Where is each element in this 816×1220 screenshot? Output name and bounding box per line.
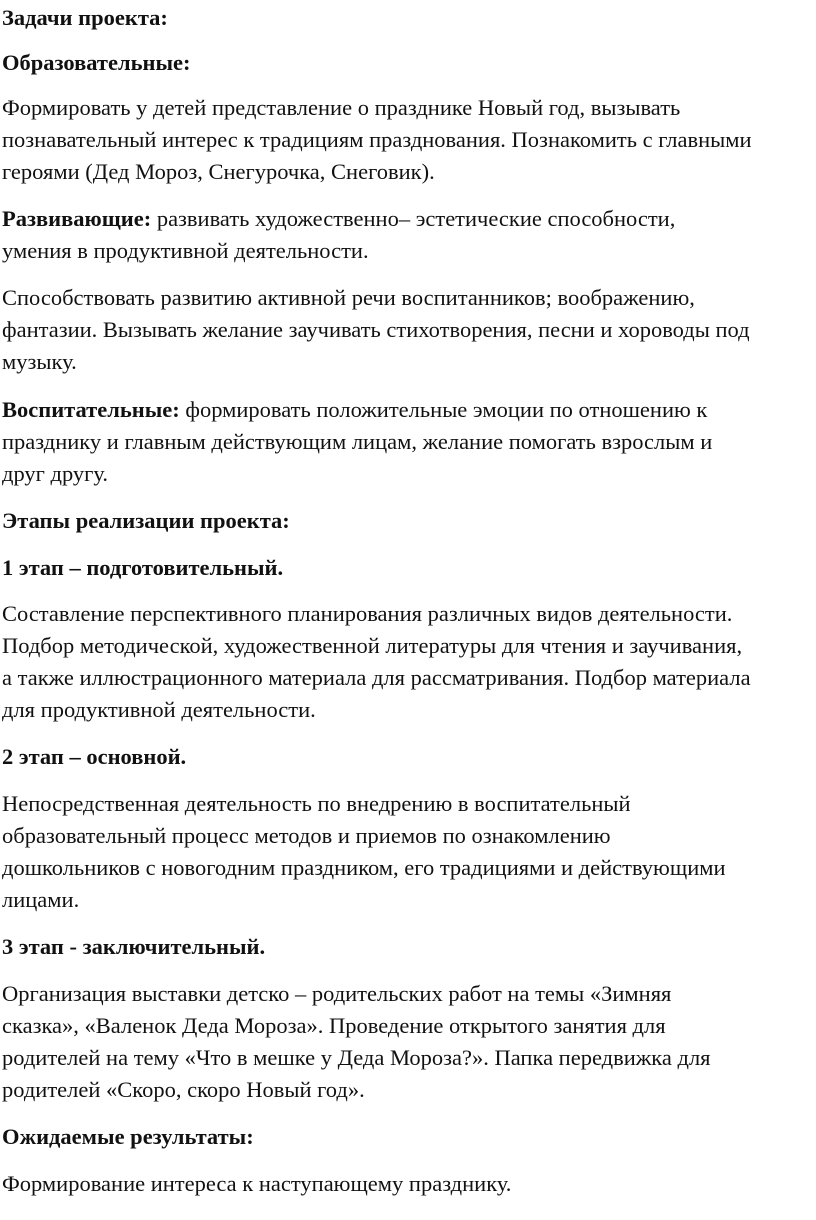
heading-stage-1: 1 этап – подготовительный. [2,555,284,580]
text-line: дошкольников с новогодним праздником, его традициями и действующими [2,855,726,880]
text-line: родителей на тему «Что в мешке у Деда Мороза?». Папка передвижка для [2,1045,711,1070]
text-line: Способствовать развитию активной речи воспитанников; воображению, [2,285,695,310]
text-line: Формировать у детей представление о празднике Новый год, вызывать [2,95,681,120]
text-line: героями (Дед Мороз, Снегурочка, Снеговик). [2,159,435,184]
paragraph-developing: Развивающие: развивать художественно– эстетические способности, [2,206,676,231]
heading-project-tasks: Задачи проекта: [2,5,168,30]
text-line: познавательный интерес к традициям празднования. Познакомить с главными [2,127,752,152]
text-line: Формирование интереса к наступающему празднику. [2,1171,512,1196]
text-line: друг другу. [2,461,109,486]
text-line: фантазии. Вызывать желание заучивать стихотворения, песни и хороводы под [2,317,750,342]
text-line: Составление перспективного планирования различных видов деятельности. [2,601,733,626]
heading-expected-results: Ожидаемые результаты: [2,1124,254,1149]
text-line: родителей «Скоро, скоро Новый год». [2,1077,365,1102]
text-line: лицами. [2,887,80,912]
text-line: празднику и главным действующим лицам, желание помогать взрослым и [2,429,713,454]
text-line: Непосредственная деятельность по внедрению в воспитательный [2,791,631,816]
paragraph-upbringing: Воспитательные: формировать положительные эмоции по отношению к [2,397,708,422]
heading-educational: Образовательные: [2,50,191,75]
text-line: сказка», «Валенок Деда Мороза». Проведение открытого занятия для [2,1013,666,1038]
heading-stage-2: 2 этап – основной. [2,744,187,769]
text-line: образовательный процесс методов и приемов по ознакомлению [2,823,611,848]
heading-stage-3: 3 этап - заключительный. [2,934,266,959]
text-line: Организация выставки детско – родительских работ на темы «Зимняя [2,981,672,1006]
text-line: Подбор методической, художественной литературы для чтения и заучивания, [2,633,743,658]
heading-stages: Этапы реализации проекта: [2,508,290,533]
text-line: для продуктивной деятельности. [2,697,316,722]
text-line: умения в продуктивной деятельности. [2,238,369,263]
text-line: а также иллюстрационного материала для рассматривания. Подбор материала [2,665,751,690]
text-line: музыку. [2,349,77,374]
